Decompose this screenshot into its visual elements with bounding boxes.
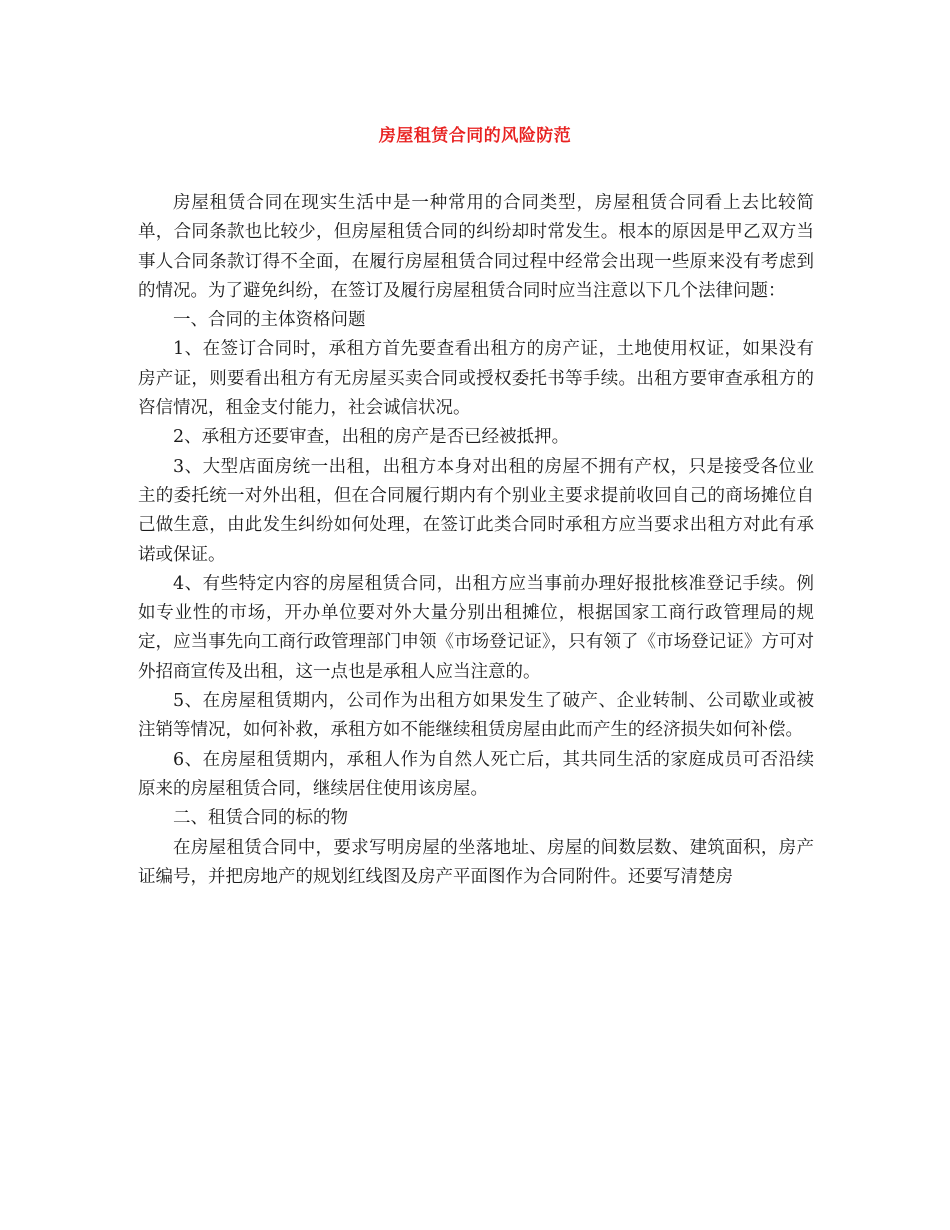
- paragraph-item-6: 6、在房屋租赁期内，承租人作为自然人死亡后，其共同生活的家庭成员可否沿续原来的房屋租赁合同，继续居住使用该房屋。: [138, 749, 814, 799]
- paragraph-item-3: 3、大型店面房统一出租，出租方本身对出租的房屋不拥有产权，只是接受各位业主的委托统一对外出租，但在合同履行期内有个别业主要求提前收回自己的商场摊位自己做生意，由此发生纠纷如何处理，在签订此类合同时承租方应当要求出租方对此有承诺或保证。: [138, 456, 814, 565]
- document-body: [138, 189, 814, 892]
- paragraph-item-2: 2、承租方还要审查，出租的房产是否已经被抵押。: [173, 427, 570, 448]
- section-heading-subject-qualification: 一、合同的主体资格问题: [173, 310, 366, 331]
- document-title: 房屋租赁合同的风险防范: [378, 126, 572, 146]
- paragraph-item-1: 1、在签订合同时，承租方首先要查看出租方的房产证，土地使用权证，如果没有房产证，则要看出租方有无房屋买卖合同或授权委托书等手续。出租方要审查承租方的咨信情况，租金支付能力，社会诚信状况。: [138, 339, 814, 419]
- paragraph-lease-object: 在房屋租赁合同中，要求写明房屋的坐落地址、房屋的间数层数、建筑面积，房产证编号，并把房地产的规划红线图及房产平面图作为合同附件。还要写清楚房: [138, 837, 814, 887]
- paragraph-intro: 房屋租赁合同在现实生活中是一种常用的合同类型，房屋租赁合同看上去比较简单，合同条款也比较少，但房屋租赁合同的纠纷却时常发生。根本的原因是甲乙双方当事人合同条款订得不全面，在履行房屋租赁合同过程中经常会出现一些原来没有考虑到的情况。为了避免纠纷，在签订及履行房屋租赁合同时应当注意以下几个法律问题：: [138, 193, 814, 301]
- paragraph-item-4: 4、有些特定内容的房屋租赁合同，出租方应当事前办理好报批核准登记手续。例如专业性的市场，开办单位要对外大量分别出租摊位，根据国家工商行政管理局的规定，应当事先向工商行政管理部门申领《市场登记证》，只有领了《市场登记证》方可对外招商宣传及出租，这一点也是承租人应当注意的。: [138, 573, 814, 682]
- paragraph-item-5: 5、在房屋租赁期内，公司作为出租方如果发生了破产、企业转制、公司歇业或被注销等情况，如何补救，承租方如不能继续租赁房屋由此而产生的经济损失如何补偿。: [138, 691, 814, 741]
- section-heading-lease-object: 二、租赁合同的标的物: [173, 808, 348, 829]
